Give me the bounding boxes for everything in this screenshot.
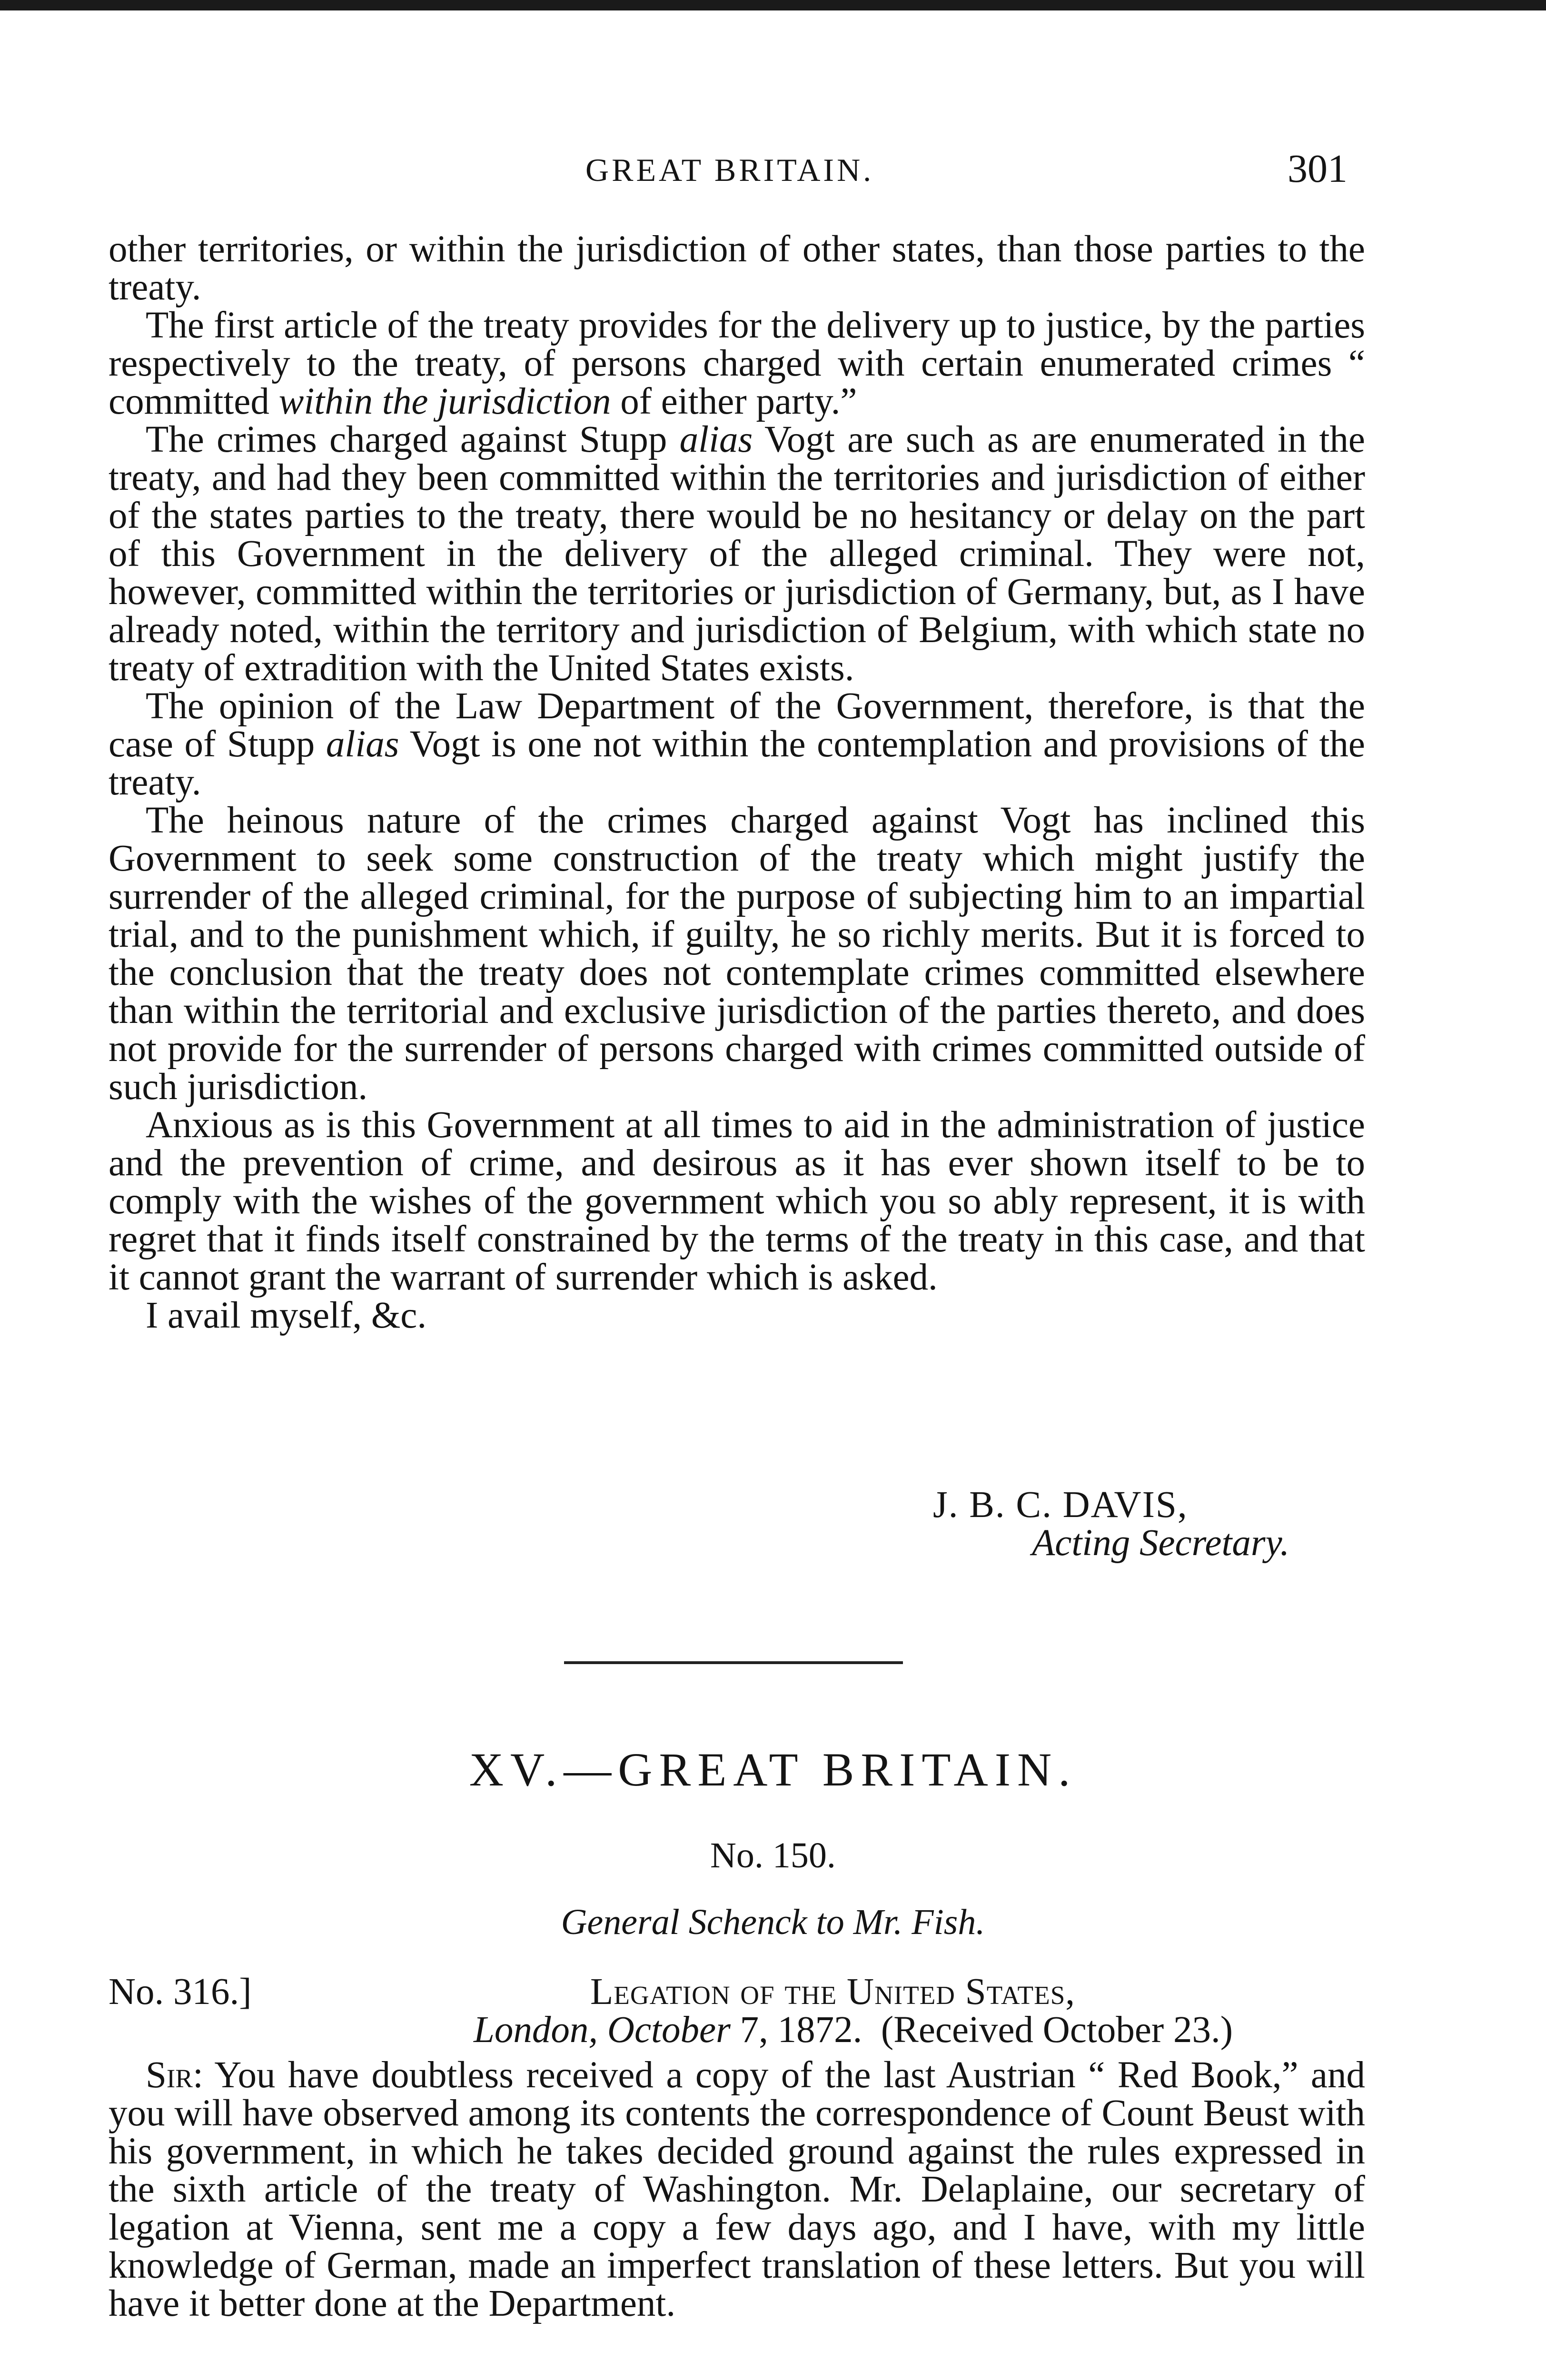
paragraph-3: The crimes charged against Stupp alias Vogt are such as are enumerated in the treaty, and had they been committed within the territories and jurisdiction of either of the states parties to the treaty, there would be no hesitancy or delay on the part of this Government in the delivery of the alleged criminal. They were not, however, committed within the territories or jurisdiction of Germany, but, as I have already noted, within the territory and jurisdiction of Belgium, with which state no treaty of extradition with the United States exists.	[109, 419, 1365, 689]
page-number: 301	[1288, 147, 1348, 191]
dateline: London, October 7, 1872. (Received October 23.)	[474, 2009, 1233, 2051]
legation-address: Legation of the United States,	[590, 1971, 1076, 2013]
section-divider	[564, 1661, 903, 1664]
paragraph-6: Anxious as is this Government at all times to aid in the administration of justice and the prevention of crime, and desirous as it has ever shown itself to be to comply with the wishes of the government which you so ably represent, it is with regret that it finds itself constrained by the terms of the treaty in this case, and that it cannot grant the warrant of surrender which is asked.	[109, 1104, 1365, 1298]
document-title: General Schenck to Mr. Fish.	[561, 1902, 985, 1942]
paragraph-1: other territories, or within the jurisdiction of other states, than those parties to the treaty.	[109, 228, 1365, 308]
letter-body	[109, 230, 1365, 1335]
received-date: (Received October 23.)	[881, 2009, 1233, 2051]
dispatch-body	[109, 2056, 1365, 2323]
document-number: No. 150.	[710, 1835, 836, 1875]
closing-line: I avail myself, &c.	[146, 1295, 427, 1336]
signatory-title: Acting Secretary.	[1032, 1522, 1290, 1564]
running-head	[0, 147, 1546, 199]
signatory-name: J. B. C. DAVIS,	[933, 1484, 1188, 1526]
running-head-title: GREAT BRITAIN.	[585, 152, 874, 188]
salutation: Sir	[146, 2054, 193, 2096]
paragraph-4: The opinion of the Law Department of the Government, therefore, is that the case of Stupp alias Vogt is one not within the contemplation and provisions of the treaty.	[109, 685, 1365, 803]
section-heading: XV.—GREAT BRITAIN.	[469, 1743, 1077, 1796]
dispatch-number: No. 316.]	[109, 1971, 252, 2013]
dispatch-paragraph-1: Sir: You have doubtless received a copy of the last Austrian “ Red Book,” and you will have observed among its contents the correspondence of Count Beust with his government, in which he takes decided ground against the rules expressed in the sixth article of the treaty of Washington. Mr. Delaplaine, our secretary of legation at Vienna, sent me a copy a few days ago, and I have, with my little knowledge of German, made an imperfect translation of these letters. But you will have it better done at the Department.	[109, 2054, 1365, 2324]
paragraph-2: The first article of the treaty provides for the delivery up to justice, by the parties respectively to the treaty, of persons charged with certain enumerated crimes “ committed within the jurisdiction of either party.”	[109, 305, 1365, 422]
paragraph-5: The heinous nature of the crimes charged against Vogt has inclined this Government to seek some construction of the treaty which might justify the surrender of the alleged criminal, for the purpose of subjecting him to an impartial trial, and to the punishment which, if guilty, he so richly merits. But it is forced to the conclusion that the treaty does not contemplate crimes committed elsewhere than within the territorial and exclusive jurisdiction of the parties thereto, and does not provide for the surrender of persons charged with crimes committed outside of such jurisdiction.	[109, 800, 1365, 1108]
